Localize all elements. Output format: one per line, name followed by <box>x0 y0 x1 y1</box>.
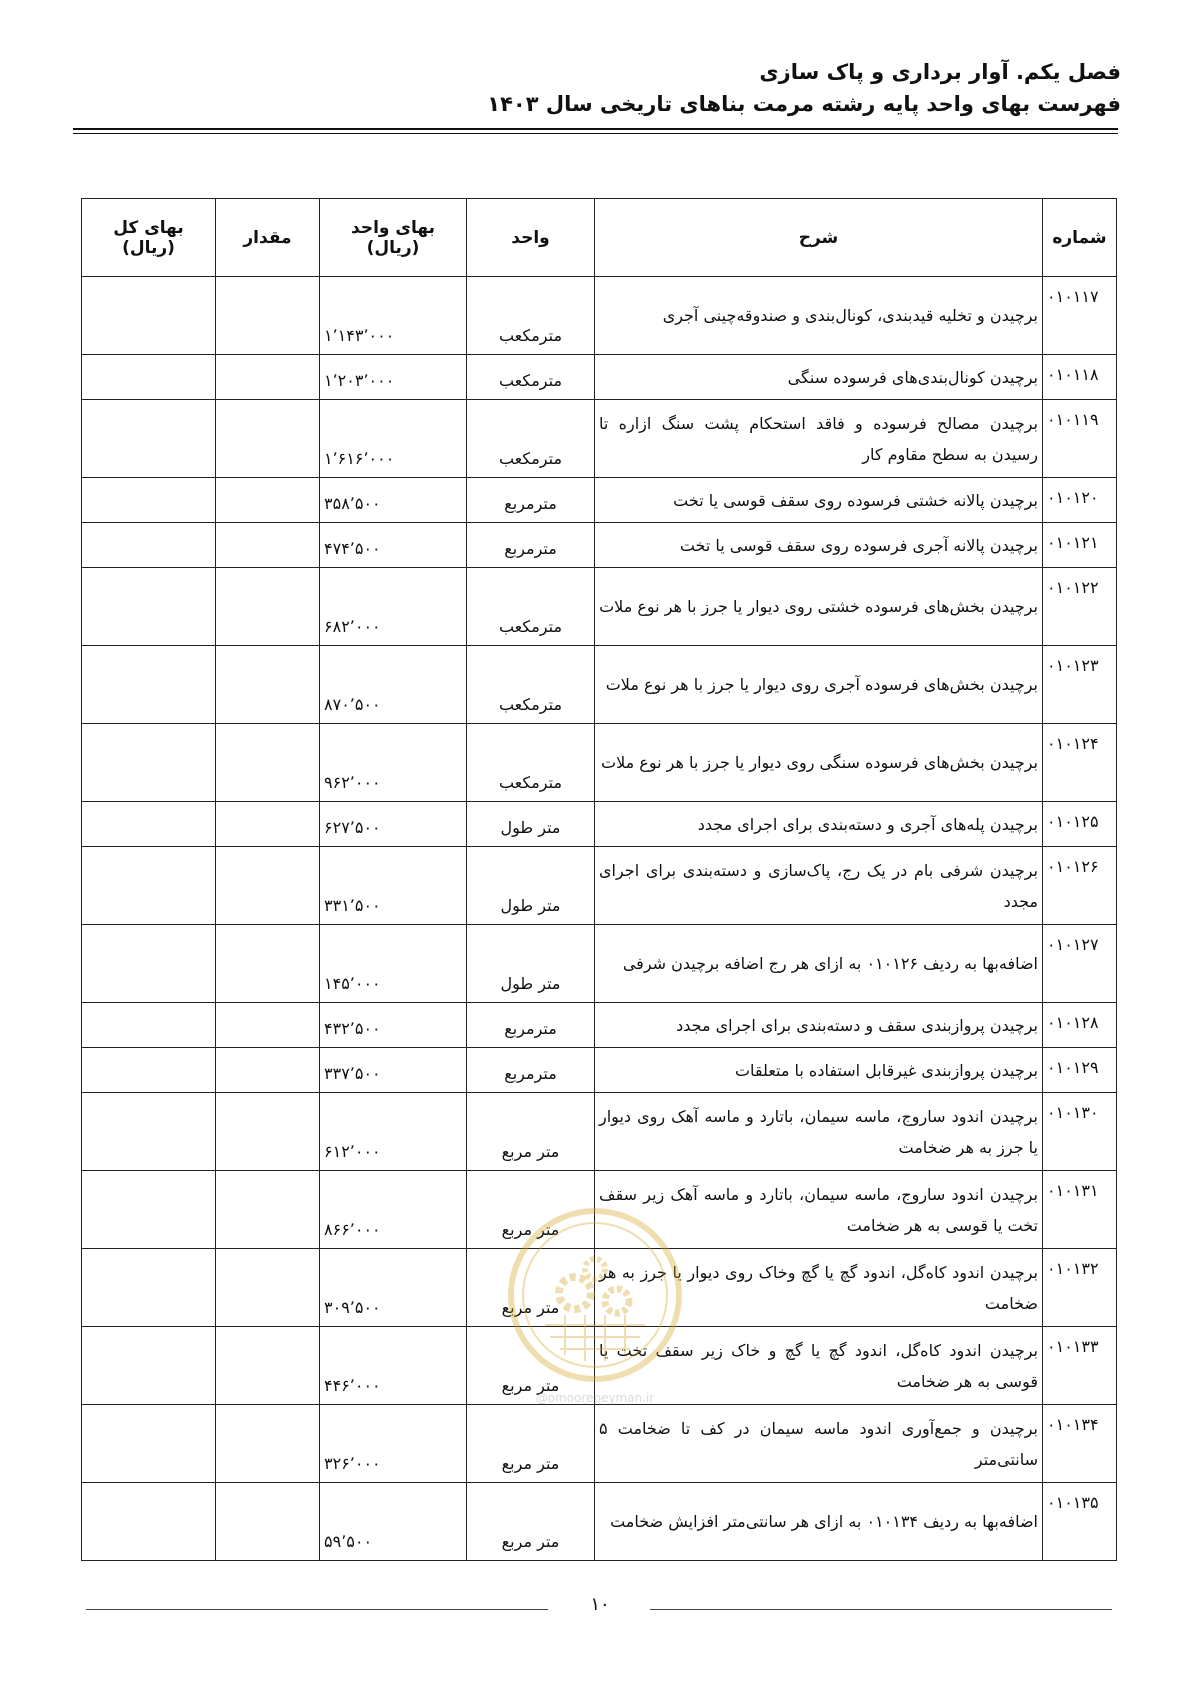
row-number: ۰۱۰۱۲۸ <box>1043 1003 1117 1048</box>
row-unit-price: ۵۹٬۵۰۰ <box>320 1483 467 1561</box>
row-total <box>82 724 216 802</box>
row-total <box>82 1327 216 1405</box>
price-table <box>81 198 1117 1561</box>
row-total <box>82 1483 216 1561</box>
row-unit-price: ۶۲۷٬۵۰۰ <box>320 802 467 847</box>
row-number: ۰۱۰۱۳۴ <box>1043 1405 1117 1483</box>
row-quantity <box>216 1249 320 1327</box>
row-quantity <box>216 847 320 925</box>
row-total <box>82 523 216 568</box>
row-number: ۰۱۰۱۱۷ <box>1043 277 1117 355</box>
row-number: ۰۱۰۱۲۱ <box>1043 523 1117 568</box>
row-total <box>82 568 216 646</box>
row-unit: متر مربع <box>467 1327 595 1405</box>
row-number: ۰۱۰۱۱۹ <box>1043 400 1117 478</box>
table-row <box>82 400 1117 478</box>
row-number: ۰۱۰۱۲۴ <box>1043 724 1117 802</box>
row-number: ۰۱۰۱۳۵ <box>1043 1483 1117 1561</box>
row-quantity <box>216 355 320 400</box>
row-unit-price: ۱۴۵٬۰۰۰ <box>320 925 467 1003</box>
row-quantity <box>216 1093 320 1171</box>
chapter-title: فصل یکم. آوار برداری و پاک سازی <box>759 60 1121 84</box>
row-description: برچیدن پروازبندی غیرقابل استفاده با متعلقات <box>595 1048 1043 1093</box>
row-unit: مترمربع <box>467 523 595 568</box>
row-unit: مترمکعب <box>467 568 595 646</box>
row-quantity <box>216 724 320 802</box>
row-number: ۰۱۰۱۲۲ <box>1043 568 1117 646</box>
document-title: فهرست بهای واحد پایه رشته مرمت بناهای تاریخی سال ۱۴۰۳ <box>487 92 1121 116</box>
page-header <box>70 56 1121 120</box>
row-unit-price: ۸۷۰٬۵۰۰ <box>320 646 467 724</box>
row-description: برچیدن پروازبندی سقف و دسته‌بندی برای اجرای مجدد <box>595 1003 1043 1048</box>
row-description: برچیدن کونال‌بندی‌های فرسوده سنگی <box>595 355 1043 400</box>
row-unit-price: ۶۸۲٬۰۰۰ <box>320 568 467 646</box>
table-body <box>82 277 1117 1561</box>
table-row <box>82 1249 1117 1327</box>
table-row <box>82 1483 1117 1561</box>
row-total <box>82 925 216 1003</box>
table-row <box>82 355 1117 400</box>
table-row <box>82 847 1117 925</box>
table-row <box>82 478 1117 523</box>
row-unit: متر طول <box>467 847 595 925</box>
row-quantity <box>216 277 320 355</box>
row-unit: متر مربع <box>467 1249 595 1327</box>
row-quantity <box>216 1048 320 1093</box>
row-description: برچیدن شرفی بام در یک رج، پاک‌سازی و دسته‌بندی برای اجرای مجدد <box>595 847 1043 925</box>
row-unit-price: ۸۶۶٬۰۰۰ <box>320 1171 467 1249</box>
row-number: ۰۱۰۱۲۷ <box>1043 925 1117 1003</box>
col-header-unit: واحد <box>467 199 595 277</box>
row-quantity <box>216 523 320 568</box>
row-unit-price: ۱٬۲۰۳٬۰۰۰ <box>320 355 467 400</box>
table-row <box>82 724 1117 802</box>
row-total <box>82 478 216 523</box>
table-row <box>82 1048 1117 1093</box>
col-header-number: شماره <box>1043 199 1117 277</box>
row-unit: مترمکعب <box>467 400 595 478</box>
header-rule-thick <box>73 128 1118 130</box>
row-description: برچیدن پالانه خشتی فرسوده روی سقف قوسی یا تخت <box>595 478 1043 523</box>
row-total <box>82 1003 216 1048</box>
row-quantity <box>216 646 320 724</box>
row-total <box>82 847 216 925</box>
row-unit-price: ۱٬۱۴۳٬۰۰۰ <box>320 277 467 355</box>
row-number: ۰۱۰۱۱۸ <box>1043 355 1117 400</box>
row-number: ۰۱۰۱۳۱ <box>1043 1171 1117 1249</box>
row-number: ۰۱۰۱۳۲ <box>1043 1249 1117 1327</box>
row-number: ۰۱۰۱۲۵ <box>1043 802 1117 847</box>
row-unit: متر مربع <box>467 1093 595 1171</box>
col-header-unit-price <box>320 199 467 277</box>
page-number: ۱۰ <box>590 1594 610 1615</box>
row-total <box>82 400 216 478</box>
row-quantity <box>216 568 320 646</box>
table-row <box>82 1327 1117 1405</box>
row-description: برچیدن پالانه آجری فرسوده روی سقف قوسی یا تخت <box>595 523 1043 568</box>
row-total <box>82 1093 216 1171</box>
table-row <box>82 1093 1117 1171</box>
col-header-total: بهای کل (ریال) <box>82 199 216 277</box>
row-unit: مترمربع <box>467 1048 595 1093</box>
row-unit-price: ۳۵۸٬۵۰۰ <box>320 478 467 523</box>
row-description: اضافه‌بها به ردیف ۰۱۰۱۳۴ به ازای هر سانتی‌متر افزایش ضخامت <box>595 1483 1043 1561</box>
row-number: ۰۱۰۱۳۰ <box>1043 1093 1117 1171</box>
row-quantity <box>216 802 320 847</box>
row-unit: متر مربع <box>467 1483 595 1561</box>
row-total <box>82 802 216 847</box>
table-row <box>82 1171 1117 1249</box>
row-total <box>82 1249 216 1327</box>
table-row <box>82 925 1117 1003</box>
row-number: ۰۱۰۱۲۹ <box>1043 1048 1117 1093</box>
row-unit-price: ۹۶۲٬۰۰۰ <box>320 724 467 802</box>
row-quantity <box>216 478 320 523</box>
row-description: برچیدن مصالح فرسوده و فاقد استحکام پشت سنگ ازاره تا رسیدن به سطح مقاوم کار <box>595 400 1043 478</box>
footer-rule-right <box>650 1609 1112 1610</box>
row-unit: متر مربع <box>467 1171 595 1249</box>
row-unit-price: ۴۳۲٬۵۰۰ <box>320 1003 467 1048</box>
footer-rule-left <box>86 1609 548 1610</box>
col-header-unit-price-line1: بهای واحد <box>351 217 435 238</box>
row-description: برچیدن پله‌های آجری و دسته‌بندی برای اجرای مجدد <box>595 802 1043 847</box>
row-total <box>82 355 216 400</box>
row-unit-price: ۴۷۴٬۵۰۰ <box>320 523 467 568</box>
header-rule-thin <box>73 133 1118 134</box>
row-number: ۰۱۰۱۲۳ <box>1043 646 1117 724</box>
table-header-row <box>82 199 1117 277</box>
row-unit-price: ۶۱۲٬۰۰۰ <box>320 1093 467 1171</box>
row-number: ۰۱۰۱۲۰ <box>1043 478 1117 523</box>
row-unit-price: ۳۳۱٬۵۰۰ <box>320 847 467 925</box>
row-quantity <box>216 1003 320 1048</box>
row-description: برچیدن اندود ساروج، ماسه سیمان، باتارد و ماسه آهک زیر سقف تخت یا قوسی به هر ضخامت <box>595 1171 1043 1249</box>
row-total <box>82 646 216 724</box>
col-header-quantity: مقدار <box>216 199 320 277</box>
row-unit: مترمکعب <box>467 646 595 724</box>
row-description: برچیدن و جمع‌آوری اندود ماسه سیمان در کف تا ضخامت ۵ سانتی‌متر <box>595 1405 1043 1483</box>
row-total <box>82 1048 216 1093</box>
row-quantity <box>216 925 320 1003</box>
col-header-description: شرح <box>595 199 1043 277</box>
row-number: ۰۱۰۱۲۶ <box>1043 847 1117 925</box>
row-quantity <box>216 1327 320 1405</box>
row-unit: متر مربع <box>467 1405 595 1483</box>
table-row <box>82 1003 1117 1048</box>
row-unit-price: ۳۰۹٬۵۰۰ <box>320 1249 467 1327</box>
row-description: برچیدن اندود کاه‌گل، اندود گچ یا گچ وخاک روی دیوار یا جرز به هر ضخامت <box>595 1249 1043 1327</box>
row-quantity <box>216 400 320 478</box>
row-number: ۰۱۰۱۳۳ <box>1043 1327 1117 1405</box>
watermark-url: @omoorepeyman.ir <box>535 1391 655 1405</box>
row-unit-price: ۳۲۶٬۰۰۰ <box>320 1405 467 1483</box>
table-row <box>82 568 1117 646</box>
col-header-unit-price-line2: (ریال) <box>366 237 420 258</box>
row-description: برچیدن بخش‌های فرسوده آجری روی دیوار یا جرز با هر نوع ملات <box>595 646 1043 724</box>
row-description: برچیدن اندود ساروج، ماسه سیمان، باتارد و ماسه آهک روی دیوار یا جرز به هر ضخامت <box>595 1093 1043 1171</box>
row-quantity <box>216 1405 320 1483</box>
row-unit: متر طول <box>467 802 595 847</box>
row-unit: مترمکعب <box>467 355 595 400</box>
table-row <box>82 277 1117 355</box>
row-quantity <box>216 1483 320 1561</box>
table-row <box>82 523 1117 568</box>
row-description: برچیدن بخش‌های فرسوده خشتی روی دیوار یا جرز با هر نوع ملات <box>595 568 1043 646</box>
row-description: اضافه‌بها به ردیف ۰۱۰۱۲۶ به ازای هر رج اضافه برچیدن شرفی <box>595 925 1043 1003</box>
row-unit: متر طول <box>467 925 595 1003</box>
table-row <box>82 802 1117 847</box>
row-description: برچیدن و تخلیه قیدبندی، کونال‌بندی و صندوقه‌چینی آجری <box>595 277 1043 355</box>
table-row <box>82 1405 1117 1483</box>
row-total <box>82 1171 216 1249</box>
row-total <box>82 277 216 355</box>
row-unit: مترمکعب <box>467 724 595 802</box>
row-unit: مترمکعب <box>467 277 595 355</box>
row-quantity <box>216 1171 320 1249</box>
row-unit-price: ۱٬۶۱۶٬۰۰۰ <box>320 400 467 478</box>
row-description: برچیدن بخش‌های فرسوده سنگی روی دیوار یا جرز با هر نوع ملات <box>595 724 1043 802</box>
row-unit: مترمربع <box>467 1003 595 1048</box>
row-description: برچیدن اندود کاه‌گل، اندود گچ یا گچ و خاک زیر سقف تخت یا قوسی به هر ضخامت <box>595 1327 1043 1405</box>
row-unit-price: ۴۴۶٬۰۰۰ <box>320 1327 467 1405</box>
row-unit-price: ۳۳۷٬۵۰۰ <box>320 1048 467 1093</box>
row-total <box>82 1405 216 1483</box>
table-row <box>82 646 1117 724</box>
row-unit: مترمربع <box>467 478 595 523</box>
